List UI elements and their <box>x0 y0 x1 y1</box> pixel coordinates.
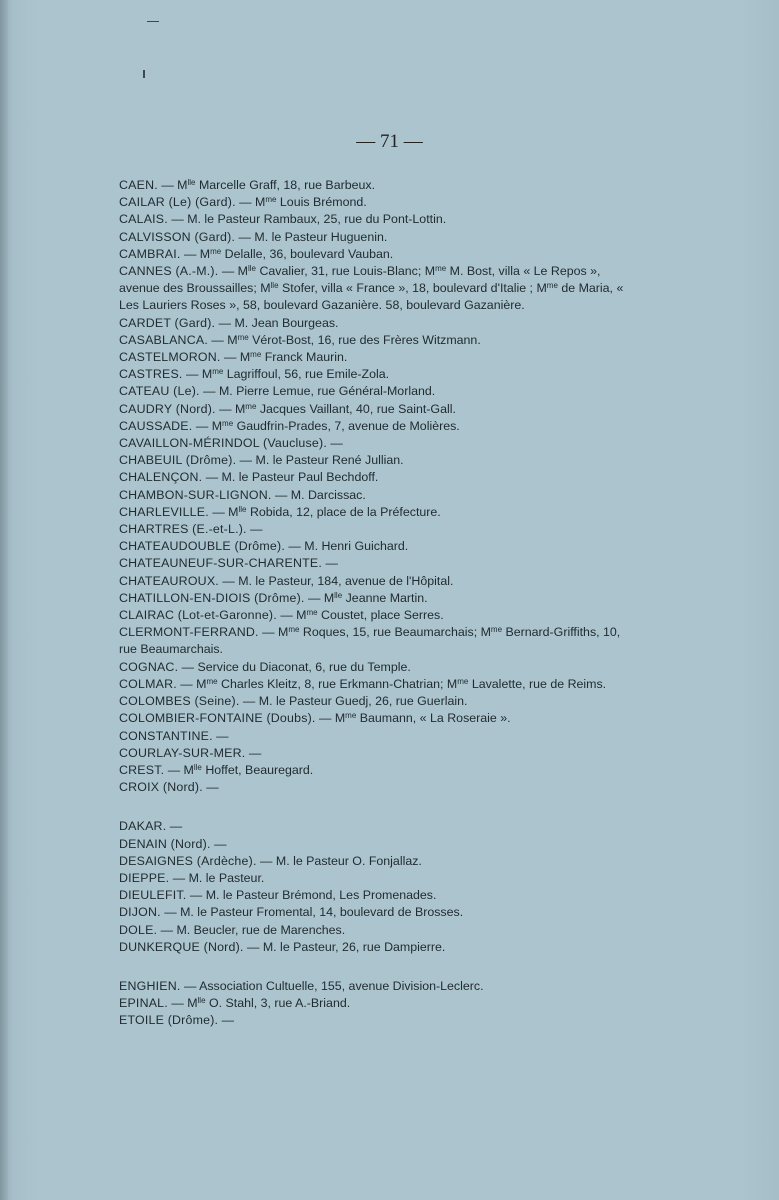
entry-city: CAUSSADE. <box>119 418 193 433</box>
directory-entry <box>119 624 639 658</box>
entry-city: ETOILE (Drôme). <box>119 1013 219 1028</box>
entry-city: CROIX (Nord). <box>119 780 203 795</box>
entry-detail: — M. Jean Bourgeas. <box>215 315 339 330</box>
entry-detail: — $M^{me}$ Jacques Vaillant, 40, rue Saint-Gall. <box>215 401 456 416</box>
directory-entry <box>119 995 639 1012</box>
entry-detail: — M. le Pasteur Guedj, 26, rue Guerlain. <box>239 694 468 709</box>
directory-entry <box>119 349 639 366</box>
directory-entry <box>119 573 639 590</box>
entry-city: COURLAY-SUR-MER. <box>119 745 246 760</box>
entry-city: CATEAU (Le). <box>119 384 200 399</box>
entry-city: CLERMONT-FERRAND. <box>119 625 259 640</box>
binding-edge <box>0 0 8 1200</box>
page-number: — 71 — <box>356 131 423 152</box>
entry-detail: — M. le Pasteur Fromental, 14, boulevard de Brosses. <box>160 905 464 920</box>
entry-detail: — M. le Pasteur, 184, avenue de l'Hôpital. <box>218 573 454 588</box>
directory-entry <box>119 469 639 486</box>
directory-entry <box>119 246 639 263</box>
entry-detail: — M. le Pasteur Paul Bechdoff. <box>202 470 379 485</box>
entry-detail: — M. le Pasteur Rambaux, 25, rue du Pont-Lottin. <box>167 212 447 227</box>
entry-city: CHABEUIL (Drôme). <box>119 453 237 468</box>
entry-detail: — Association Cultuelle, 155, avenue Division-Leclerc. <box>180 978 484 993</box>
entry-detail: — $M^{me}$ Louis Brémond. <box>235 195 367 210</box>
entry-detail: — M. le Pasteur René Jullian. <box>236 453 404 468</box>
directory-entry <box>119 728 639 745</box>
entry-city: CLAIRAC (Lot-et-Garonne). <box>119 608 277 623</box>
entry-detail: — <box>322 556 338 571</box>
entry-detail: — M. Darcissac. <box>271 487 366 502</box>
directory-entry <box>119 366 639 383</box>
directory-entry <box>119 504 639 521</box>
directory-entries <box>119 177 639 1030</box>
entry-detail: — $M^{lle}$ Marcelle Graff, 18, rue Barbeux. <box>157 178 376 192</box>
directory-entry <box>119 538 639 555</box>
entry-city: COGNAC. <box>119 659 179 674</box>
entry-city: CONSTANTINE. <box>119 728 213 743</box>
directory-entry <box>119 590 639 607</box>
directory-entry <box>119 211 639 228</box>
entry-city: CHATILLON-EN-DIOIS (Drôme). <box>119 590 305 605</box>
directory-entry <box>119 177 639 194</box>
entry-city: DENAIN (Nord). <box>119 836 211 851</box>
entry-city: DOLE. <box>119 922 158 937</box>
directory-entry <box>119 555 639 572</box>
entry-city: DUNKERQUE (Nord). <box>119 939 244 954</box>
entry-city: CALAIS. <box>119 212 168 227</box>
directory-entry <box>119 978 639 995</box>
directory-entry <box>119 870 639 887</box>
directory-entry <box>119 607 639 624</box>
entry-detail: — $M^{lle}$ Hoffet, Beauregard. <box>164 762 314 777</box>
directory-entry <box>119 745 639 762</box>
entry-city: DAKAR. <box>119 819 167 834</box>
entry-city: CASABLANCA. <box>119 332 208 347</box>
entry-city: COLMAR. <box>119 676 177 691</box>
entry-detail: — M. le Pasteur Huguenin. <box>235 229 388 244</box>
entry-detail: — $M^{me}$ Gaudfrin-Prades, 7, avenue de Molières. <box>192 418 460 433</box>
directory-entry <box>119 836 639 853</box>
entry-detail: — $M^{lle}$ Jeanne Martin. <box>304 590 428 605</box>
entry-city: CAEN. <box>119 178 158 192</box>
directory-entry <box>119 383 639 400</box>
entry-city: CANNES (A.-M.). <box>119 264 219 279</box>
entry-city: COLOMBIER-FONTAINE (Doubs). <box>119 711 316 726</box>
directory-entry <box>119 315 639 332</box>
entry-detail: — M. Beucler, rue de Marenches. <box>157 922 346 937</box>
entry-city: CHALENÇON. <box>119 470 203 485</box>
directory-entry <box>119 676 639 693</box>
entry-city: DIEPPE. <box>119 870 170 885</box>
entry-detail: — <box>245 745 262 760</box>
directory-entry <box>119 487 639 504</box>
entry-city: CREST. <box>119 762 165 777</box>
entry-detail: — M. le Pasteur O. Fonjallaz. <box>256 853 422 868</box>
entry-detail: — $M^{lle}$ O. Stahl, 3, rue A.-Briand. <box>167 996 351 1011</box>
scan-speck <box>143 70 145 78</box>
entry-city: CHAMBON-SUR-LIGNON. <box>119 487 272 502</box>
entry-detail: — <box>166 819 183 834</box>
directory-entry <box>119 904 639 921</box>
directory-entry <box>119 263 639 315</box>
entry-city: DIJON. <box>119 905 161 920</box>
directory-entry <box>119 779 639 796</box>
entry-city: DESAIGNES (Ardèche). <box>119 853 257 868</box>
directory-entry <box>119 762 639 779</box>
entry-detail: — $M^{me}$ Baumann, « La Roseraie ». <box>315 711 511 726</box>
entry-city: CHATEAUNEUF-SUR-CHARENTE. <box>119 556 323 571</box>
entry-city: ENGHIEN. <box>119 978 181 993</box>
entry-detail: — $M^{lle}$ Robida, 12, place de la Préfecture. <box>208 504 441 519</box>
entry-city: CHATEAUROUX. <box>119 573 219 588</box>
entry-detail: — $M^{me}$ Coustet, place Serres. <box>276 608 444 623</box>
directory-entry <box>119 939 639 956</box>
entry-detail: — <box>218 1013 235 1028</box>
entry-city: CAVAILLON-MÉRINDOL (Vaucluse). <box>119 436 327 451</box>
entry-detail: — $M^{me}$ Charles Kleitz, 8, rue Erkmann-Chatrian; $M^{me}$ Lavalette, rue de Reims. <box>176 676 607 691</box>
directory-entry <box>119 401 639 418</box>
directory-entry <box>119 853 639 870</box>
entry-city: CASTRES. <box>119 367 183 382</box>
entry-city: CALVISSON (Gard). <box>119 229 236 244</box>
directory-entry <box>119 693 639 710</box>
directory-entry <box>119 818 639 835</box>
directory-entry <box>119 659 639 676</box>
entry-detail: — M. Henri Guichard. <box>284 539 409 554</box>
entry-detail: — <box>202 780 219 795</box>
entry-city: CAUDRY (Nord). <box>119 401 216 416</box>
entry-detail: — $M^{me}$ Roques, 15, rue Beaumarchais; $M^{me}$ Bernard-Griffiths, 10, rue Beaumarchais. <box>119 625 621 657</box>
section-gap <box>119 956 639 978</box>
entry-city: EPINAL. <box>119 996 168 1011</box>
directory-entry <box>119 194 639 211</box>
entry-detail: — <box>210 836 227 851</box>
directory-entry <box>119 887 639 904</box>
entry-city: CHARLEVILLE. <box>119 504 209 519</box>
directory-entry <box>119 418 639 435</box>
directory-entry <box>119 1012 639 1029</box>
entry-detail: — <box>326 436 343 451</box>
entry-detail: — <box>246 522 263 537</box>
entry-detail: — Service du Diaconat, 6, rue du Temple. <box>178 659 411 674</box>
entry-detail: — $M^{lle}$ Cavalier, 31, rue Louis-Blanc; $M^{me}$ M. Bost, villa « Le Repos », avenue des Broussailles; $M^{lle}$ Stofer, villa « France », 18, boulevard d'Italie ; $M^{me}$ de Maria, « Les Lauriers Roses », 58, boulevard Gazanière. 58, boulevard Gazanière. <box>119 264 624 313</box>
directory-entry <box>119 332 639 349</box>
entry-detail: — M. le Pasteur. <box>169 870 265 885</box>
directory-entry <box>119 922 639 939</box>
entry-detail: — <box>212 728 229 743</box>
entry-detail: — $M^{me}$ Lagriffoul, 56, rue Emile-Zola. <box>182 367 390 382</box>
entry-detail: — $M^{me}$ Vérot-Bost, 16, rue des Frères Witzmann. <box>207 332 481 347</box>
entry-city: CHARTRES (E.-et-L.). <box>119 522 247 537</box>
scan-speck <box>147 21 159 22</box>
entry-city: CHATEAUDOUBLE (Drôme). <box>119 539 285 554</box>
entry-city: CAILAR (Le) (Gard). <box>119 195 236 210</box>
entry-city: CASTELMORON. <box>119 350 221 365</box>
directory-entry <box>119 452 639 469</box>
entry-detail: — M. Pierre Lemue, rue Général-Morland. <box>199 384 436 399</box>
directory-entry <box>119 710 639 727</box>
entry-detail: — M. le Pasteur, 26, rue Dampierre. <box>243 939 446 954</box>
section-gap <box>119 796 639 818</box>
entry-city: COLOMBES (Seine). <box>119 694 240 709</box>
entry-detail: — $M^{me}$ Franck Maurin. <box>220 350 348 365</box>
entry-detail: — M. le Pasteur Brémond, Les Promenades. <box>186 888 437 903</box>
directory-entry <box>119 229 639 246</box>
directory-entry <box>119 435 639 452</box>
entry-city: DIEULEFIT. <box>119 888 187 903</box>
entry-city: CAMBRAI. <box>119 246 181 261</box>
entry-city: CARDET (Gard). <box>119 315 216 330</box>
entry-detail: — $M^{me}$ Delalle, 36, boulevard Vauban. <box>180 246 394 261</box>
directory-entry <box>119 521 639 538</box>
